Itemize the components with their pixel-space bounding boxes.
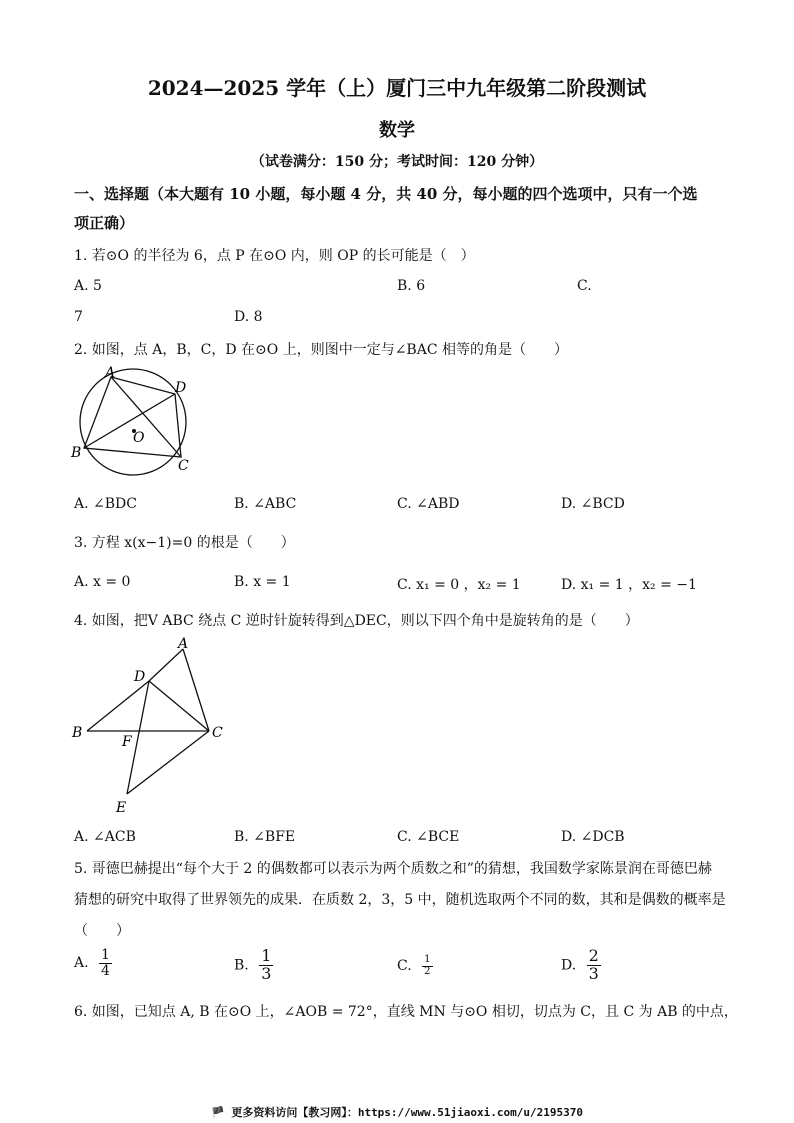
q5-b-denominator: 3 xyxy=(261,963,272,983)
exam-info: （试卷满分：150 分；考试时间：120 分钟） xyxy=(250,154,544,170)
segment-bd xyxy=(87,681,149,731)
q5-d-denominator: 3 xyxy=(588,963,599,983)
q5-a-numerator: 1 xyxy=(101,947,110,963)
exam-title: 2024—2025 学年（上）厦门三中九年级第二阶段测试 xyxy=(147,76,647,100)
label-c: C xyxy=(212,725,223,741)
q4-stem: 4. 如图，把V ABC 绕点 C 逆时针旋转得到△DEC，则以下四个角中是旋转角的是（ ） xyxy=(74,613,639,629)
q4-rotation-figure xyxy=(66,634,234,818)
q1-option-b: B. 6 xyxy=(397,278,426,294)
q2-option-b: B. ∠ABC xyxy=(234,496,297,512)
q2-stem: 2. 如图，点 A，B，C，D 在⊙O 上，则图中一定与∠BAC 相等的角是（ ） xyxy=(74,342,568,358)
q4-option-b: B. ∠BFE xyxy=(234,829,296,845)
q1-option-a: A. 5 xyxy=(74,278,102,294)
label-c: C xyxy=(178,458,189,474)
section-heading-line1: 一、选择题（本大题有 10 小题，每小题 4 分，共 40 分，每小题的四个选项中，只有一个选 xyxy=(74,185,698,203)
q3-option-b: B. x = 1 xyxy=(234,574,291,590)
label-f: F xyxy=(122,734,132,750)
q5-option-a xyxy=(74,948,112,978)
label-a: A xyxy=(178,636,189,652)
q4-option-d: D. ∠DCB xyxy=(561,829,625,845)
q1-option-c: C. xyxy=(577,278,592,294)
segment-da xyxy=(149,649,183,681)
q5-option-c-label: C. xyxy=(397,958,412,974)
footer-link[interactable]: 🏴 更多资料访问【教习网】：https://www.51jiaoxi.com/u/2195370 xyxy=(211,1106,583,1119)
q5-stem-line1: 5. 哥德巴赫提出“每个大于 2 的偶数都可以表示为两个质数之和”的猜想，我国数学家陈景润在哥德巴赫 xyxy=(74,861,712,877)
q5-d-numerator: 2 xyxy=(588,946,599,965)
q5-option-c-fraction xyxy=(422,955,432,977)
q4-option-c: C. ∠BCE xyxy=(397,829,460,845)
q5-option-b-label: B. xyxy=(234,957,249,974)
q5-option-a-fraction xyxy=(99,948,112,978)
section-heading-line2: 项正确） xyxy=(74,214,135,232)
q5-option-d-fraction xyxy=(587,948,601,983)
q5-option-a-label: A. xyxy=(74,955,89,972)
q2-option-a: A. ∠BDC xyxy=(74,496,137,512)
q3-option-d: D. x₁ = 1 ，x₂ = −1 xyxy=(561,577,697,593)
q5-b-numerator: 1 xyxy=(261,946,272,965)
q2-option-c: C. ∠ABD xyxy=(397,496,460,512)
label-b: B xyxy=(71,445,82,461)
q5-option-b-fraction xyxy=(259,948,273,983)
label-e: E xyxy=(116,800,127,816)
q5-option-d xyxy=(561,948,601,983)
circle-o xyxy=(80,369,186,475)
label-o: O xyxy=(133,430,145,446)
label-b: B xyxy=(72,725,83,741)
q3-stem: 3. 方程 x(x−1)=0 的根是（ ） xyxy=(74,535,295,551)
label-a: A xyxy=(105,366,116,381)
subject-title: 数学 xyxy=(379,120,415,141)
segment-ec xyxy=(127,731,209,794)
chord-ac xyxy=(111,377,181,457)
chord-bd xyxy=(84,394,175,448)
q3-option-a: A. x = 0 xyxy=(74,574,131,590)
segment-ac xyxy=(183,649,209,731)
q2-circle-figure xyxy=(66,366,198,476)
q5-option-d-label: D. xyxy=(561,957,577,974)
q5-stem-line2: 猜想的研究中取得了世界领先的成果．在质数 2，3，5 中，随机选取两个不同的数，其和是偶数的概率是 xyxy=(74,892,726,908)
q4-option-a: A. ∠ACB xyxy=(74,829,136,845)
label-d: D xyxy=(134,669,146,685)
q5-c-denominator: 2 xyxy=(424,965,431,977)
label-d: D xyxy=(175,380,187,396)
q2-option-d: D. ∠BCD xyxy=(561,496,625,512)
q1-option-c-value: 7 xyxy=(74,309,83,325)
q1-option-d: D. 8 xyxy=(234,309,263,325)
q5-c-numerator: 1 xyxy=(424,954,431,965)
q6-stem: 6. 如图，已知点 A, B 在⊙O 上，∠AOB = 72°，直线 MN 与⊙O 相切，切点为 C，且 C 为 AB 的中点， xyxy=(74,1004,738,1020)
segment-dc xyxy=(149,681,209,731)
q1-stem: 1. 若⊙O 的半径为 6，点 P 在⊙O 内，则 OP 的长可能是（ ） xyxy=(74,248,475,264)
q5-option-c xyxy=(397,955,433,977)
q5-a-denominator: 4 xyxy=(101,962,110,979)
q3-option-c: C. x₁ = 0 ，x₂ = 1 xyxy=(397,577,521,593)
q5-option-b xyxy=(234,948,273,983)
q5-stem-line3: （ ） xyxy=(74,923,130,939)
